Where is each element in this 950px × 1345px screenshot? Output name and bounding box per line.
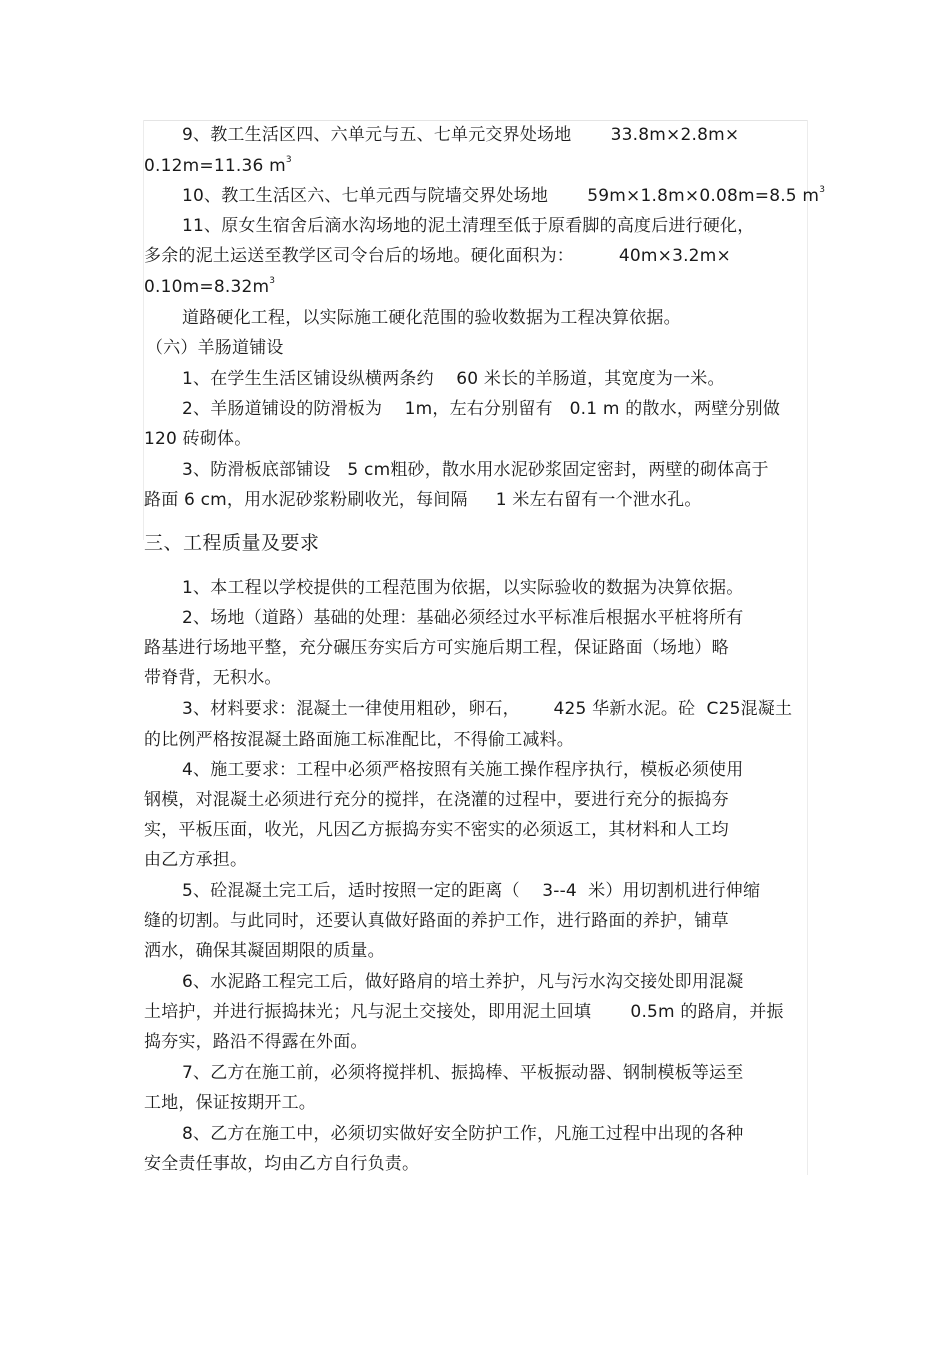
paragraph-line: 缝的切割。与此同时，还要认真做好路面的养护工作，进行路面的养护，铺草: [144, 911, 729, 931]
paragraph-line: 11、原女生宿舍后滴水沟场地的泥土清理至低于原看脚的高度后进行硬化，: [182, 216, 755, 236]
paragraph-line: 9、教工生活区四、六单元与五、七单元交界处场地 33.8m×2.8m×: [182, 125, 740, 145]
paragraph-line: 10、教工生活区六、七单元西与院墙交界处场地 59m×1.8m×0.08m=8.5 $m^3$: [182, 185, 826, 206]
paragraph-line: 多余的泥土运送至教学区司令台后的场地。硬化面积为： 40m×3.2m×: [144, 246, 731, 266]
page-frame-top-border: [143, 120, 808, 121]
paragraph-line: 工地，保证按期开工。: [144, 1093, 316, 1113]
paragraph-line: 捣夯实，路沿不得露在外面。: [144, 1032, 368, 1052]
superscript: 3: [285, 155, 292, 165]
paragraph-line: 路基进行场地平整，充分碾压夯实后方可实施后期工程，保证路面（场地）略: [144, 638, 729, 658]
paragraph-line: 4、施工要求：工程中必须严格按照有关施工操作程序执行，模板必须使用: [182, 760, 744, 780]
paragraph-line: 道路硬化工程，以实际施工硬化范围的验收数据为工程决算依据。: [182, 308, 681, 328]
paragraph-line: 0.12m=11.36 $m^3$: [144, 155, 292, 176]
subsection-title: （六）羊肠道铺设: [146, 338, 284, 358]
paragraph-line: 路面 6 cm，用水泥砂浆粉刷收光，每间隔 1 米左右留有一个泄水孔。: [144, 490, 702, 510]
paragraph-line: 实，平板压面，收光，凡因乙方振捣夯实不密实的必须返工，其材料和人工均: [144, 820, 729, 840]
section-heading: 三、工程质量及要求: [144, 532, 320, 554]
paragraph-line: 6、水泥路工程完工后，做好路肩的培土养护，凡与污水沟交接处即用混凝: [182, 972, 744, 992]
paragraph-line: $0.10m=8.32m^3$: [144, 276, 276, 297]
superscript: 3: [269, 276, 276, 286]
paragraph-line: 120 砖砌体。: [144, 429, 252, 449]
paragraph-line: 的比例严格按混凝土路面施工标准配比，不得偷工减料。: [144, 730, 574, 750]
paragraph-line: 1、本工程以学校提供的工程范围为依据，以实际验收的数据为决算依据。: [182, 578, 744, 598]
paragraph-line: 1、在学生生活区铺设纵横两条约 60 米长的羊肠道，其宽度为一米。: [182, 369, 725, 389]
page-frame-left-border: [143, 120, 144, 540]
paragraph-line: 洒水，确保其凝固期限的质量。: [144, 941, 385, 961]
paragraph-line: 带脊背，无积水。: [144, 668, 282, 688]
paragraph-line: 3、材料要求：混凝土一律使用粗砂，卵石， 425 华新水泥。砼 C25混凝土: [182, 699, 793, 719]
paragraph-line: 5、砼混凝土完工后，适时按照一定的距离（ 3--4 米）用切割机进行伸缩: [182, 881, 761, 901]
superscript: 3: [819, 185, 826, 195]
paragraph-line: 3、防滑板底部铺设 5 cm粗砂，散水用水泥砂浆固定密封，两壁的砌体高于: [182, 460, 769, 480]
page-frame-right-border: [807, 120, 808, 1175]
paragraph-line: 土培护，并进行振捣抹光；凡与泥土交接处，即用泥土回填 0.5m 的路肩，并振: [144, 1002, 784, 1022]
paragraph-line: 8、乙方在施工中，必须切实做好安全防护工作，凡施工过程中出现的各种: [182, 1124, 744, 1144]
paragraph-line: 2、场地（道路）基础的处理：基础必须经过水平标准后根据水平桩将所有: [182, 608, 744, 628]
paragraph-line: 安全责任事故，均由乙方自行负责。: [144, 1154, 420, 1174]
paragraph-line: 2、羊肠道铺设的防滑板为 1m，左右分别留有 0.1 m 的散水，两壁分别做: [182, 399, 781, 419]
paragraph-line: 7、乙方在施工前，必须将搅拌机、振捣棒、平板振动器、钢制模板等运至: [182, 1063, 744, 1083]
paragraph-line: 钢模，对混凝土必须进行充分的搅拌，在浇灌的过程中，要进行充分的振捣夯: [144, 790, 729, 810]
paragraph-line: 由乙方承担。: [144, 850, 248, 870]
